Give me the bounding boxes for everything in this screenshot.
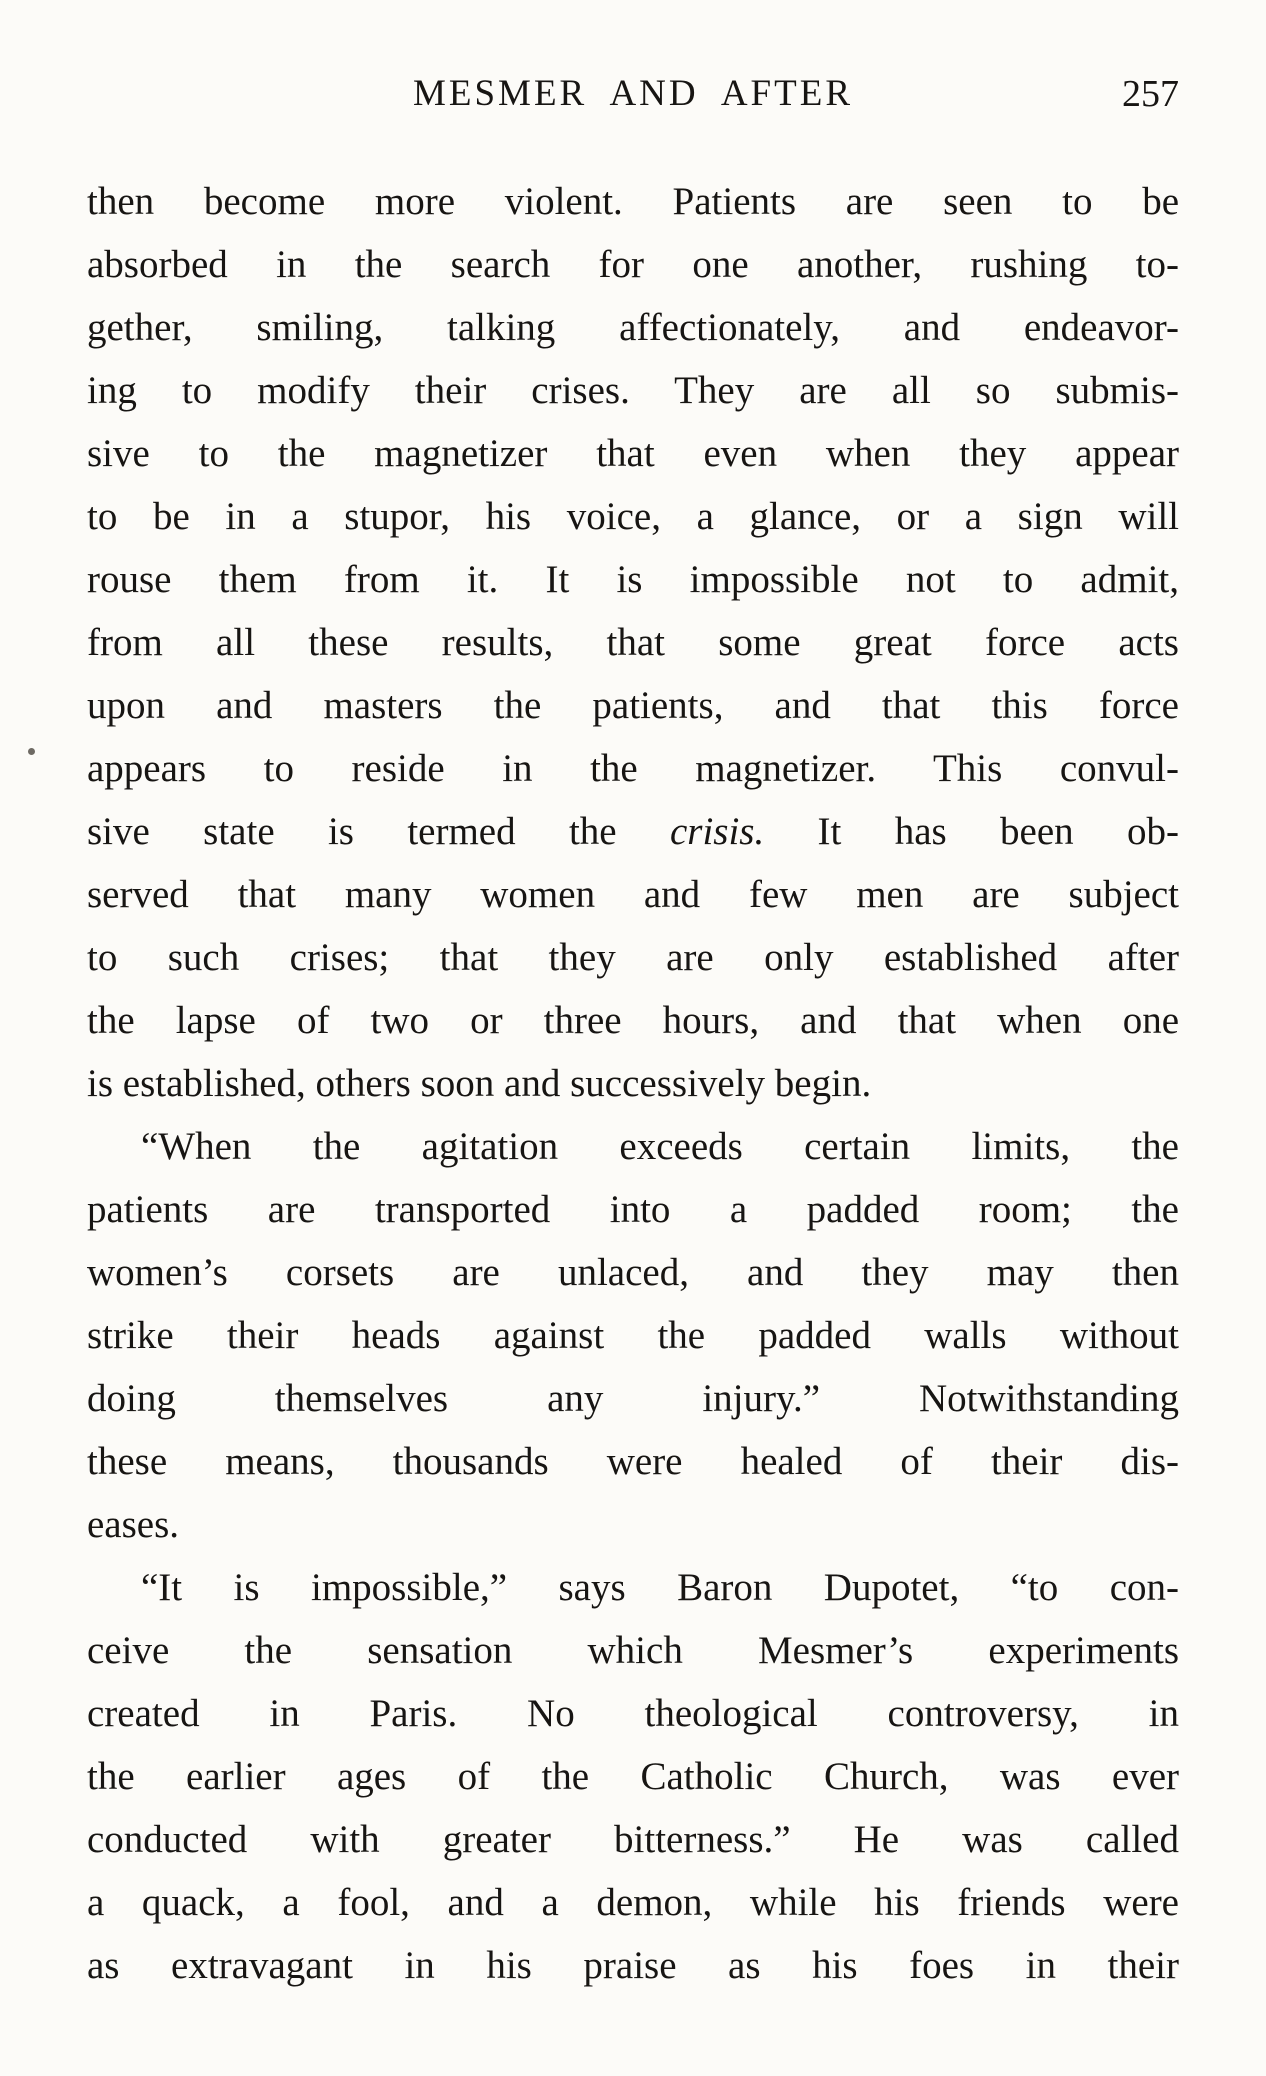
text-line: as extravagant in his praise as his foes in their bbox=[87, 1944, 1179, 1987]
text-line: is established, others soon and successively begin. bbox=[87, 1062, 872, 1105]
line-segment: sive state is termed the bbox=[87, 810, 670, 853]
text-line: from all these results, that some great force acts bbox=[87, 621, 1179, 664]
text-line: to be in a stupor, his voice, a glance, or a sign will bbox=[87, 495, 1179, 538]
running-title: MESMER AND AFTER bbox=[412, 73, 853, 114]
page-number: 257 bbox=[1122, 73, 1179, 115]
paragraph-3 bbox=[87, 1556, 1179, 1997]
text-line: “It is impossible,” says Baron Dupotet, “to con- bbox=[141, 1566, 1179, 1609]
text-line: appears to reside in the magnetizer. This convul- bbox=[87, 747, 1179, 790]
text-line: these means, thousands were healed of their dis- bbox=[87, 1440, 1179, 1483]
text-line: then become more violent. Patients are seen to be bbox=[87, 180, 1179, 223]
italic-term: crisis. bbox=[669, 810, 765, 853]
text-line: gether, smiling, talking affectionately, and endeavor- bbox=[87, 306, 1179, 349]
text-line: ing to modify their crises. They are all so submis- bbox=[87, 369, 1179, 412]
text-line: created in Paris. No theological controversy, in bbox=[87, 1692, 1179, 1735]
text-line: doing themselves any injury.” Notwithstanding bbox=[87, 1377, 1179, 1420]
paragraph-1 bbox=[87, 170, 1179, 1115]
scan-artifact-dot bbox=[28, 748, 35, 755]
text-line: eases. bbox=[87, 1503, 180, 1546]
text-line: ceive the sensation which Mesmer’s experiments bbox=[87, 1629, 1179, 1672]
text-line: the lapse of two or three hours, and that when one bbox=[87, 999, 1179, 1042]
text-line: conducted with greater bitterness.” He was called bbox=[87, 1818, 1179, 1861]
text-block bbox=[87, 170, 1179, 1997]
text-line: to such crises; that they are only established after bbox=[87, 936, 1179, 979]
text-line: “When the agitation exceeds certain limits, the bbox=[141, 1125, 1179, 1168]
text-line: absorbed in the search for one another, rushing to- bbox=[87, 243, 1179, 286]
text-line: sive to the magnetizer that even when they appear bbox=[87, 432, 1179, 475]
text-line: the earlier ages of the Catholic Church, was ever bbox=[87, 1755, 1179, 1798]
text-line: upon and masters the patients, and that this force bbox=[87, 684, 1179, 727]
text-line: strike their heads against the padded walls without bbox=[87, 1314, 1179, 1357]
text-line: a quack, a fool, and a demon, while his friends were bbox=[87, 1881, 1179, 1924]
text-line: women’s corsets are unlaced, and they may then bbox=[87, 1251, 1179, 1294]
page-header bbox=[87, 0, 1179, 124]
line-segment: It has been ob- bbox=[764, 810, 1180, 853]
text-line: served that many women and few men are subject bbox=[87, 873, 1179, 916]
text-line: rouse them from it. It is impossible not to admit, bbox=[87, 558, 1179, 601]
paragraph-2 bbox=[87, 1115, 1179, 1556]
text-line: patients are transported into a padded room; the bbox=[87, 1188, 1179, 1231]
text-line bbox=[87, 800, 1179, 863]
